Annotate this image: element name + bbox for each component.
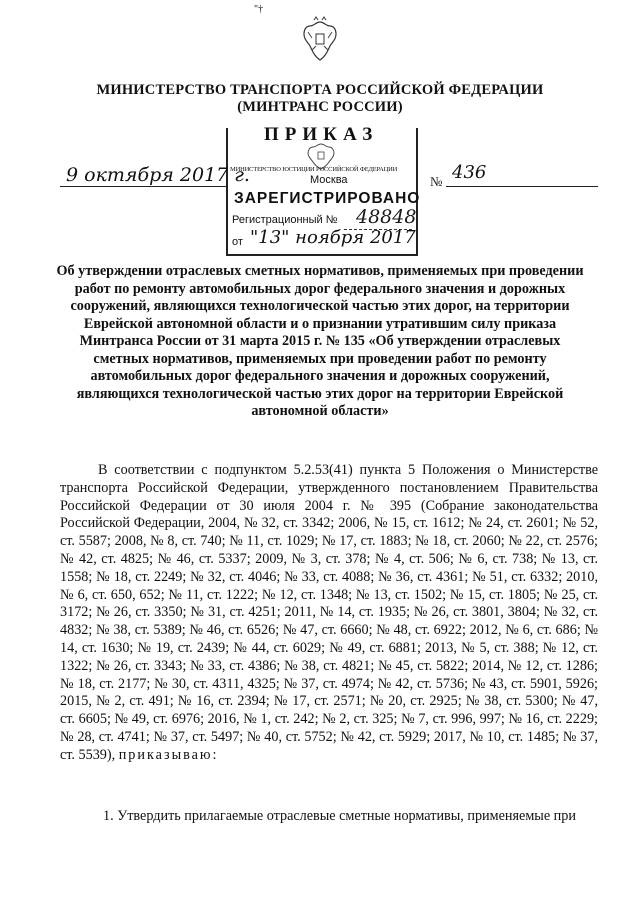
document-title: Об утверждении отраслевых сметных нормативов, применяемых при проведении работ по ремонту автомобильных дорог федерального значения и дорожных сооружений, являющихся технологической частью этих дорог, на территории Еврейской автономной области и о признании утратившим силу приказа Минтранса России от 31 марта 2015 г. № 135 «Об утверждении отраслевых сметных нормативов, применяемых при проведении работ по ремонту автомобильных дорог федерального значения и дорожных сооружений, являющихся технологической частью этих дорог на территории Еврейской автономной области»: [56, 263, 584, 419]
stamp-from-label: от: [232, 236, 243, 248]
stamp-reg-number-label: Регистрационный №: [232, 214, 338, 226]
coat-of-arms-emblem: [300, 16, 340, 62]
order-date-underline: [60, 186, 228, 187]
order-number: 436: [452, 162, 487, 183]
stamp-registered: ЗАРЕГИСТРИРОВАНО: [234, 190, 421, 207]
preamble-paragraph: [60, 462, 598, 765]
order-number-underline: [446, 186, 598, 187]
preamble-text: В соответствии с подпунктом 5.2.53(41) пункта 5 Положения о Министерстве транспорта Российской Федерации, утвержденного постановлением Правительства Российской Федерации от 30 июля 2004 г. № 395 (Собрание законодательства Российской Федерации, 2004, № 32, ст. 3342; 2006, № 15, ст. 1612; № 24, ст. 2601; № 52, ст. 5587; 2008, № 8, ст. 740; № 11, ст. 1029; № 17, ст. 1883; № 18, ст. 2060; № 22, ст. 2576; № 42, ст. 4825; № 46, ст. 5337; 2009, № 3, ст. 378; № 4, ст. 506; № 6, ст. 738; № 13, ст. 1558; № 18, ст. 2249; № 32, ст. 4046; № 33, ст. 4088; № 36, ст. 4361; № 51, ст. 6332; 2010, № 6, ст. 650, 652; № 11, ст. 1222; № 12, ст. 1348; № 13, ст. 1502; № 15, ст. 1805; № 25, ст. 3172; № 26, ст. 3350; № 31, ст. 4251; 2011, № 14, ст. 1935; № 26, ст. 3801, 3804; № 32, ст. 4832; № 38, ст. 5389; № 46, ст. 6526; № 47, ст. 6660; № 48, ст. 6922; 2012, № 6, ст. 686; № 14, ст. 1630; № 19, ст. 2439; № 44, ст. 6029; № 49, ст. 6881; 2013, № 5, ст. 388; № 12, ст. 1322; № 26, ст. 3343; № 33, ст. 4386; № 38, ст. 4821; № 45, ст. 5822; 2014, № 12, ст. 1286; № 18, ст. 2177; № 30, ст. 4311, 4325; № 37, ст. 4974; № 42, ст. 5736; № 43, ст. 5901, 5926; 2015, № 2, ст. 491; № 16, ст. 2394; № 17, ст. 2571; № 20, ст. 2925; № 38, ст. 5300; № 47, ст. 6605; № 49, ст. 6976; 2016, № 1, ст. 242; № 2, ст. 325; № 7, ст. 996, 997; № 16, ст. 2229; № 28, ст. 4741; № 37, ст. 5497; № 40, ст. 5752; № 42, ст. 5929; 2017, № 10, ст. 1485; № 37, ст. 5539),: [60, 462, 598, 763]
order-date: 9 октября 2017 г.: [66, 164, 250, 186]
stamp-ministry: МИНИСТЕРСТВО ЮСТИЦИИ РОССИЙСКОЙ ФЕДЕРАЦИИ: [230, 166, 398, 173]
stamp-city: Москва: [310, 174, 348, 186]
stamp-reg-date: "13" ноября 2017: [250, 227, 416, 248]
ministry-short-name: (МИНТРАНС РОССИИ): [237, 99, 403, 115]
ministry-name: МИНИСТЕРСТВО ТРАНСПОРТА РОССИЙСКОЙ ФЕДЕРАЦИИ: [96, 82, 544, 98]
stamp-reg-number: 48848: [356, 206, 417, 228]
order-number-label: №: [430, 174, 443, 189]
top-mark: "†: [254, 4, 264, 15]
decree-word: приказываю:: [118, 746, 219, 763]
clause-1: 1. Утвердить прилагаемые отраслевые сметные нормативы, применяемые при: [103, 808, 576, 824]
order-title: ПРИКАЗ: [264, 124, 379, 145]
